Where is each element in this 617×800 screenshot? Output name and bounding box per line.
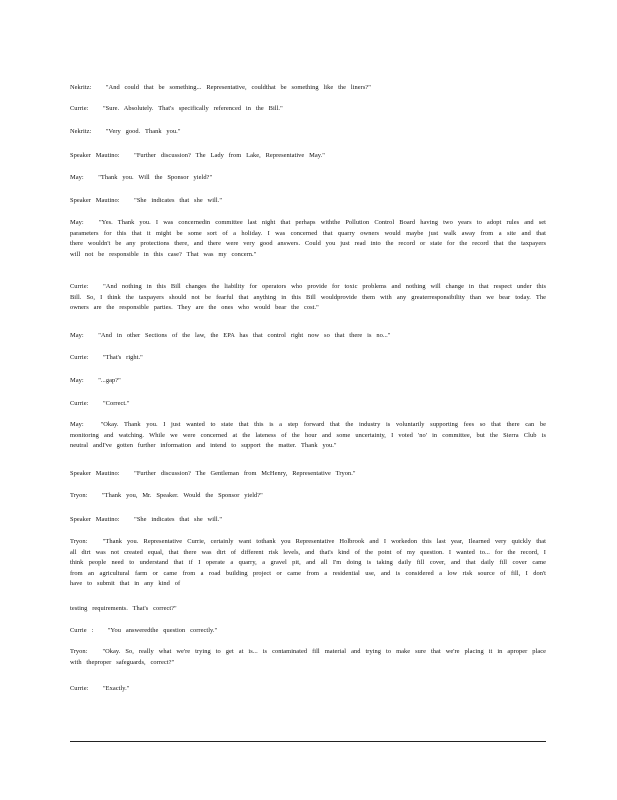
footer-rule <box>70 741 546 742</box>
tryon-question-paragraph: Tryon: "Thank you. Representative Currie, certainly want tothank you Representative Holbrook and I workedon this last year, Ilearned very quickly that all dirt was not created equal, that there was dirt of different risk levels, and that's kind of the point of my question. I wanted to... for the record, I think people need to understand that if I operate a quarry, a gravel pit, and all I'm doing is taking daily fill cover, and that daily fill cover came from an agricultural farm or came from a road building project or came from a residential use, and is considered a low risk source of fill, I don't have to submit that in any kind of <box>70 538 551 587</box>
nekritz-question: Nekritz: "And could that be something... Representative, couldthat be something like the liners?" <box>70 84 371 91</box>
may-gap: May: "...gap?" <box>70 377 121 384</box>
currie-exactly: Currie: "Exactly." <box>70 685 130 692</box>
tryon-contaminated-fill: Tryon: "Okay. So, really what we're trying to get at is... is contaminated fill material and trying to make sure that we're placing it in aproper place with theproper safeguards, correct?" <box>70 648 551 666</box>
speaker-indicates: Speaker Mautino: "She indicates that she will." <box>70 197 223 204</box>
currie-right: Currie: "That's right." <box>70 354 143 361</box>
tryon-request-yield: Tryon: "Thank you, Mr. Speaker. Would the Sponsor yield?" <box>70 492 263 499</box>
currie-liability-paragraph: Currie: "And nothing in this Bill changes the liability for operators who provide for toxic problems and nothing will change in that respect under this Bill. So, I think the taxpayers should not be fearful that anything in this Bill wouldprovide them with any greaterresponsibility than we bear today. The owners are the responsible parties. They are the ones who would bear the cost." <box>70 283 551 311</box>
speaker-recognizes-tryon: Speaker Mautino: "Further discussion? The Gentleman from McHenry, Representative Tryon." <box>70 470 356 477</box>
speaker-recognizes-may: Speaker Mautino: "Further discussion? The Lady from Lake, Representative May." <box>70 152 325 159</box>
nekritz-thanks: Nekritz: "Very good. Thank you." <box>70 128 181 135</box>
currie-answer: Currie: "Sure. Absolutely. That's specifically referenced in the Bill." <box>70 105 283 112</box>
currie-correct: Currie: "Correct." <box>70 400 130 407</box>
may-concern-paragraph: May: "Yes. Thank you. I was concernedin committee last night that perhaps withthe Pollution Control Board having two years to adopt rules and set parameters for this that it might be some sort of a holiday. I was concerned that quarry owners would maybe just walk away from a site and that there wouldn't be any protections there, and there were very good answers. Could you just read into the record or state for the record that the taxpayers will not be responsible in this case? That was my concern." <box>70 219 551 258</box>
may-request-yield: May: "Thank you. Will the Sponsor yield?" <box>70 174 213 181</box>
tryon-question-end: testing requirements. That's correct?" <box>70 605 177 612</box>
speaker-indicates-2: Speaker Mautino: "She indicates that she will." <box>70 516 223 523</box>
may-epa-question: May: "And in other Sections of the law, the EPA has that control right now so that there is no..." <box>70 332 391 339</box>
may-support-paragraph: May: "Okay. Thank you. I just wanted to state that this is a step forward that the industry is voluntarily supporting fees so that there can be monitoring and watching. While we were concerned at the lateness of the hour and some uncertainty, I voted 'no' in committee, but the Sierra Club is neutral andI've gotten further information and intend to support the matter. Thank you." <box>70 421 551 449</box>
currie-answered: Currie : "You answeredthe question correctly." <box>70 627 218 634</box>
